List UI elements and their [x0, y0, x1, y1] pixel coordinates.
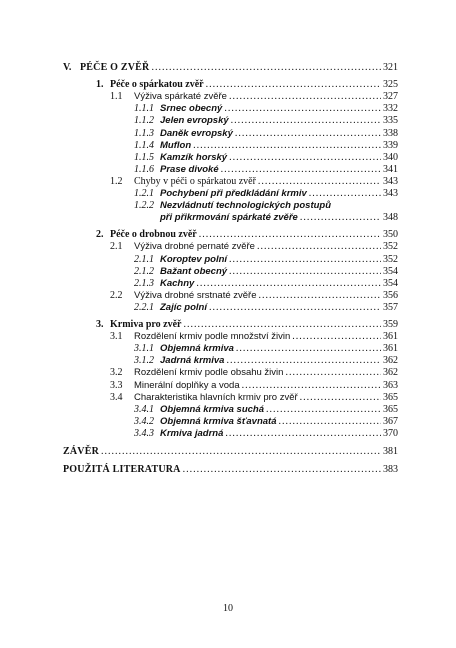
toc-dot-leader [101, 446, 381, 458]
toc-entry-title: při přikrmování spárkaté zvěře [160, 212, 298, 224]
toc-entry-title: Nezvládnutí technologických postupů [160, 200, 332, 212]
toc-dot-leader [257, 241, 381, 253]
toc-dot-leader [196, 278, 381, 290]
toc-entry-number: 3.4.2 [134, 415, 154, 427]
toc-dot-leader [300, 212, 381, 224]
toc-entry-number: 3.4 [110, 391, 123, 403]
toc-dot-leader [229, 91, 381, 103]
toc-dot-leader [236, 343, 381, 355]
toc-entry-page: 356 [383, 289, 398, 301]
toc-entry-page: 352 [383, 241, 398, 253]
toc-entry-title: Charakteristika hlavních krmiv pro zvěř [134, 391, 298, 403]
toc-entry-page: 348 [383, 212, 398, 224]
toc-dot-leader [266, 404, 381, 416]
toc-entry[interactable] [0, 62, 398, 76]
toc-entry-title: ZÁVĚR [63, 446, 100, 457]
toc-dot-leader [242, 380, 381, 392]
toc-dot-leader [279, 416, 382, 428]
toc-entry-page: 362 [383, 367, 398, 379]
toc-entry-page: 363 [383, 379, 398, 391]
toc-entry-title: Krmiva jadrná [160, 427, 224, 439]
toc-entry-title: Zajíc polní [160, 301, 207, 313]
toc-dot-leader [258, 176, 381, 188]
toc-entry-number: 2.1.2 [134, 265, 154, 277]
toc-entry-number: 1.1.4 [134, 139, 154, 151]
toc-entry-number: 3.4.3 [134, 427, 154, 439]
toc-dot-leader [183, 319, 381, 331]
toc-entry-page: 325 [383, 79, 398, 91]
toc-dot-leader [292, 331, 381, 343]
toc-entry-page: 341 [383, 163, 398, 175]
toc-entry-number: 2.2.1 [134, 301, 154, 313]
toc-entry-title: Rozdělení krmiv podle obsahu živin [134, 367, 284, 379]
toc-entry-page: 352 [383, 253, 398, 265]
toc-entry-page: 381 [383, 446, 398, 457]
toc-entry-page: 354 [383, 265, 398, 277]
toc-entry-page: 343 [383, 188, 398, 199]
toc-dot-leader [235, 128, 381, 140]
toc-entry-title: Výživa drobné pernaté zvěře [134, 241, 255, 253]
toc-entry-number: 2. [96, 229, 104, 241]
toc-entry-title: Objemná krmiva [160, 343, 234, 355]
toc-entry-number: 2.1.1 [134, 253, 154, 265]
toc-entry-title: Krmiva pro zvěř [110, 319, 182, 330]
toc-entry-title: Jadrná krmiva [160, 355, 225, 367]
toc-entry-continuation[interactable] [0, 212, 398, 226]
toc-entry-title: Rozdělení krmiv podle množství živin [134, 331, 291, 343]
toc-entry-title: Srnec obecný [160, 103, 223, 115]
toc-entry-title: Daněk evropský [160, 127, 233, 139]
toc-entry-number: 3.1 [110, 331, 123, 343]
toc-entry[interactable] [0, 464, 398, 478]
toc-entry-page: 359 [383, 319, 398, 330]
toc-dot-leader [229, 254, 381, 266]
toc-entry-number: 1.1.6 [134, 163, 154, 175]
toc-entry-title: Kachny [160, 277, 195, 289]
toc-entry-title: Objemná krmiva suchá [160, 403, 265, 415]
toc-dot-leader [300, 392, 381, 404]
toc-entry-number: 3. [96, 319, 104, 330]
toc-entry-page: 327 [383, 91, 398, 103]
toc-entry-page: 340 [383, 151, 398, 163]
toc-entry-number: 1.1.2 [134, 115, 154, 127]
toc-dot-leader [231, 115, 381, 127]
toc-entry-title: Jelen evropský [160, 115, 229, 127]
toc-entry-title: Muflon [160, 139, 192, 151]
toc-dot-leader [285, 367, 381, 379]
toc-entry-number: 1.2.2 [134, 200, 154, 212]
toc-entry-number: 1.1 [110, 91, 123, 103]
toc-entry-number: 3.3 [110, 379, 123, 391]
toc-entry-number: 1. [96, 79, 104, 91]
toc-entry-title: Objemná krmiva šťavnatá [160, 415, 277, 427]
toc-entry-page: 357 [383, 301, 398, 313]
toc-dot-leader [183, 464, 381, 476]
toc-entry-number: 3.2 [110, 367, 123, 379]
toc-dot-leader [259, 290, 381, 302]
toc-dot-leader [226, 355, 381, 367]
toc-dot-leader [151, 62, 381, 74]
toc-entry-title: Bažant obecný [160, 265, 228, 277]
toc-entry-number: 1.1.1 [134, 103, 154, 115]
toc-entry-number: 1.2.1 [134, 188, 154, 199]
toc-entry-title: POUŽITÁ LITERATURA [63, 464, 181, 476]
toc-entry-title: Prase divoké [160, 163, 219, 175]
toc-entry-page: 361 [383, 331, 398, 343]
toc-entry-title: Pochybení při předkládání krmiv [160, 188, 307, 199]
toc-entry-number: 3.1.1 [134, 343, 154, 355]
toc-entry-page: 354 [383, 277, 398, 289]
toc-entry-title: Péče o spárkatou zvěř [110, 79, 204, 91]
toc-entry-number: 3.1.2 [134, 355, 154, 367]
toc-entry-number: 2.1 [110, 241, 123, 253]
toc-entry-number: V. [63, 62, 72, 73]
toc-entry-page: 321 [383, 62, 398, 73]
toc-entry[interactable] [0, 302, 398, 316]
page-number: 10 [223, 603, 233, 614]
toc-entry-title: Kamzík horský [160, 151, 228, 163]
toc-entry-page: 338 [383, 127, 398, 139]
toc-entry[interactable] [0, 446, 398, 460]
toc-entry-title: Péče o drobnou zvěř [110, 229, 197, 241]
toc-entry-page: 361 [383, 343, 398, 355]
toc-entry-page: 335 [383, 115, 398, 127]
toc-entry-page: 362 [383, 355, 398, 367]
toc-entry-number: 2.2 [110, 289, 123, 301]
toc-entry-page: 383 [383, 464, 398, 476]
toc-entry-number: 1.2 [110, 175, 123, 187]
toc-entry-page: 370 [383, 427, 398, 439]
toc-dot-leader [229, 266, 381, 278]
toc-dot-leader [193, 140, 381, 152]
toc-entry-page: 339 [383, 139, 398, 151]
toc-entry-page: 367 [383, 415, 398, 427]
toc-entry[interactable] [0, 428, 398, 442]
toc-dot-leader [221, 164, 381, 176]
toc-dot-leader [199, 229, 381, 241]
toc-entry-title: Výživa spárkaté zvěře [134, 91, 227, 103]
toc-dot-leader [209, 302, 381, 314]
toc-entry-page: 332 [383, 103, 398, 115]
toc-entry-number: 1.1.5 [134, 151, 154, 163]
toc-entry-number: 1.1.3 [134, 127, 154, 139]
toc-entry-page: 350 [383, 229, 398, 241]
toc-dot-leader [229, 152, 381, 164]
toc-dot-leader [225, 428, 381, 440]
toc-entry-page: 365 [383, 403, 398, 415]
toc-entry-page: 365 [383, 391, 398, 403]
toc-entry-number: 3.4.1 [134, 403, 154, 415]
toc-entry-title: Výživa drobné srstnaté zvěře [134, 289, 257, 301]
toc-entry-page: 343 [383, 175, 398, 187]
toc-entry-title: Chyby v péči o spárkatou zvěř [134, 175, 256, 187]
toc-dot-leader [206, 79, 381, 91]
toc-entry-title: Koroptev polní [160, 253, 228, 265]
toc-entry-number: 2.1.3 [134, 277, 154, 289]
toc-dot-leader [309, 188, 381, 200]
toc-dot-leader [224, 103, 381, 115]
toc-entry-title: PÉČE O ZVĚŘ [80, 62, 150, 73]
toc-entry-title: Minerální doplňky a voda [134, 379, 240, 391]
